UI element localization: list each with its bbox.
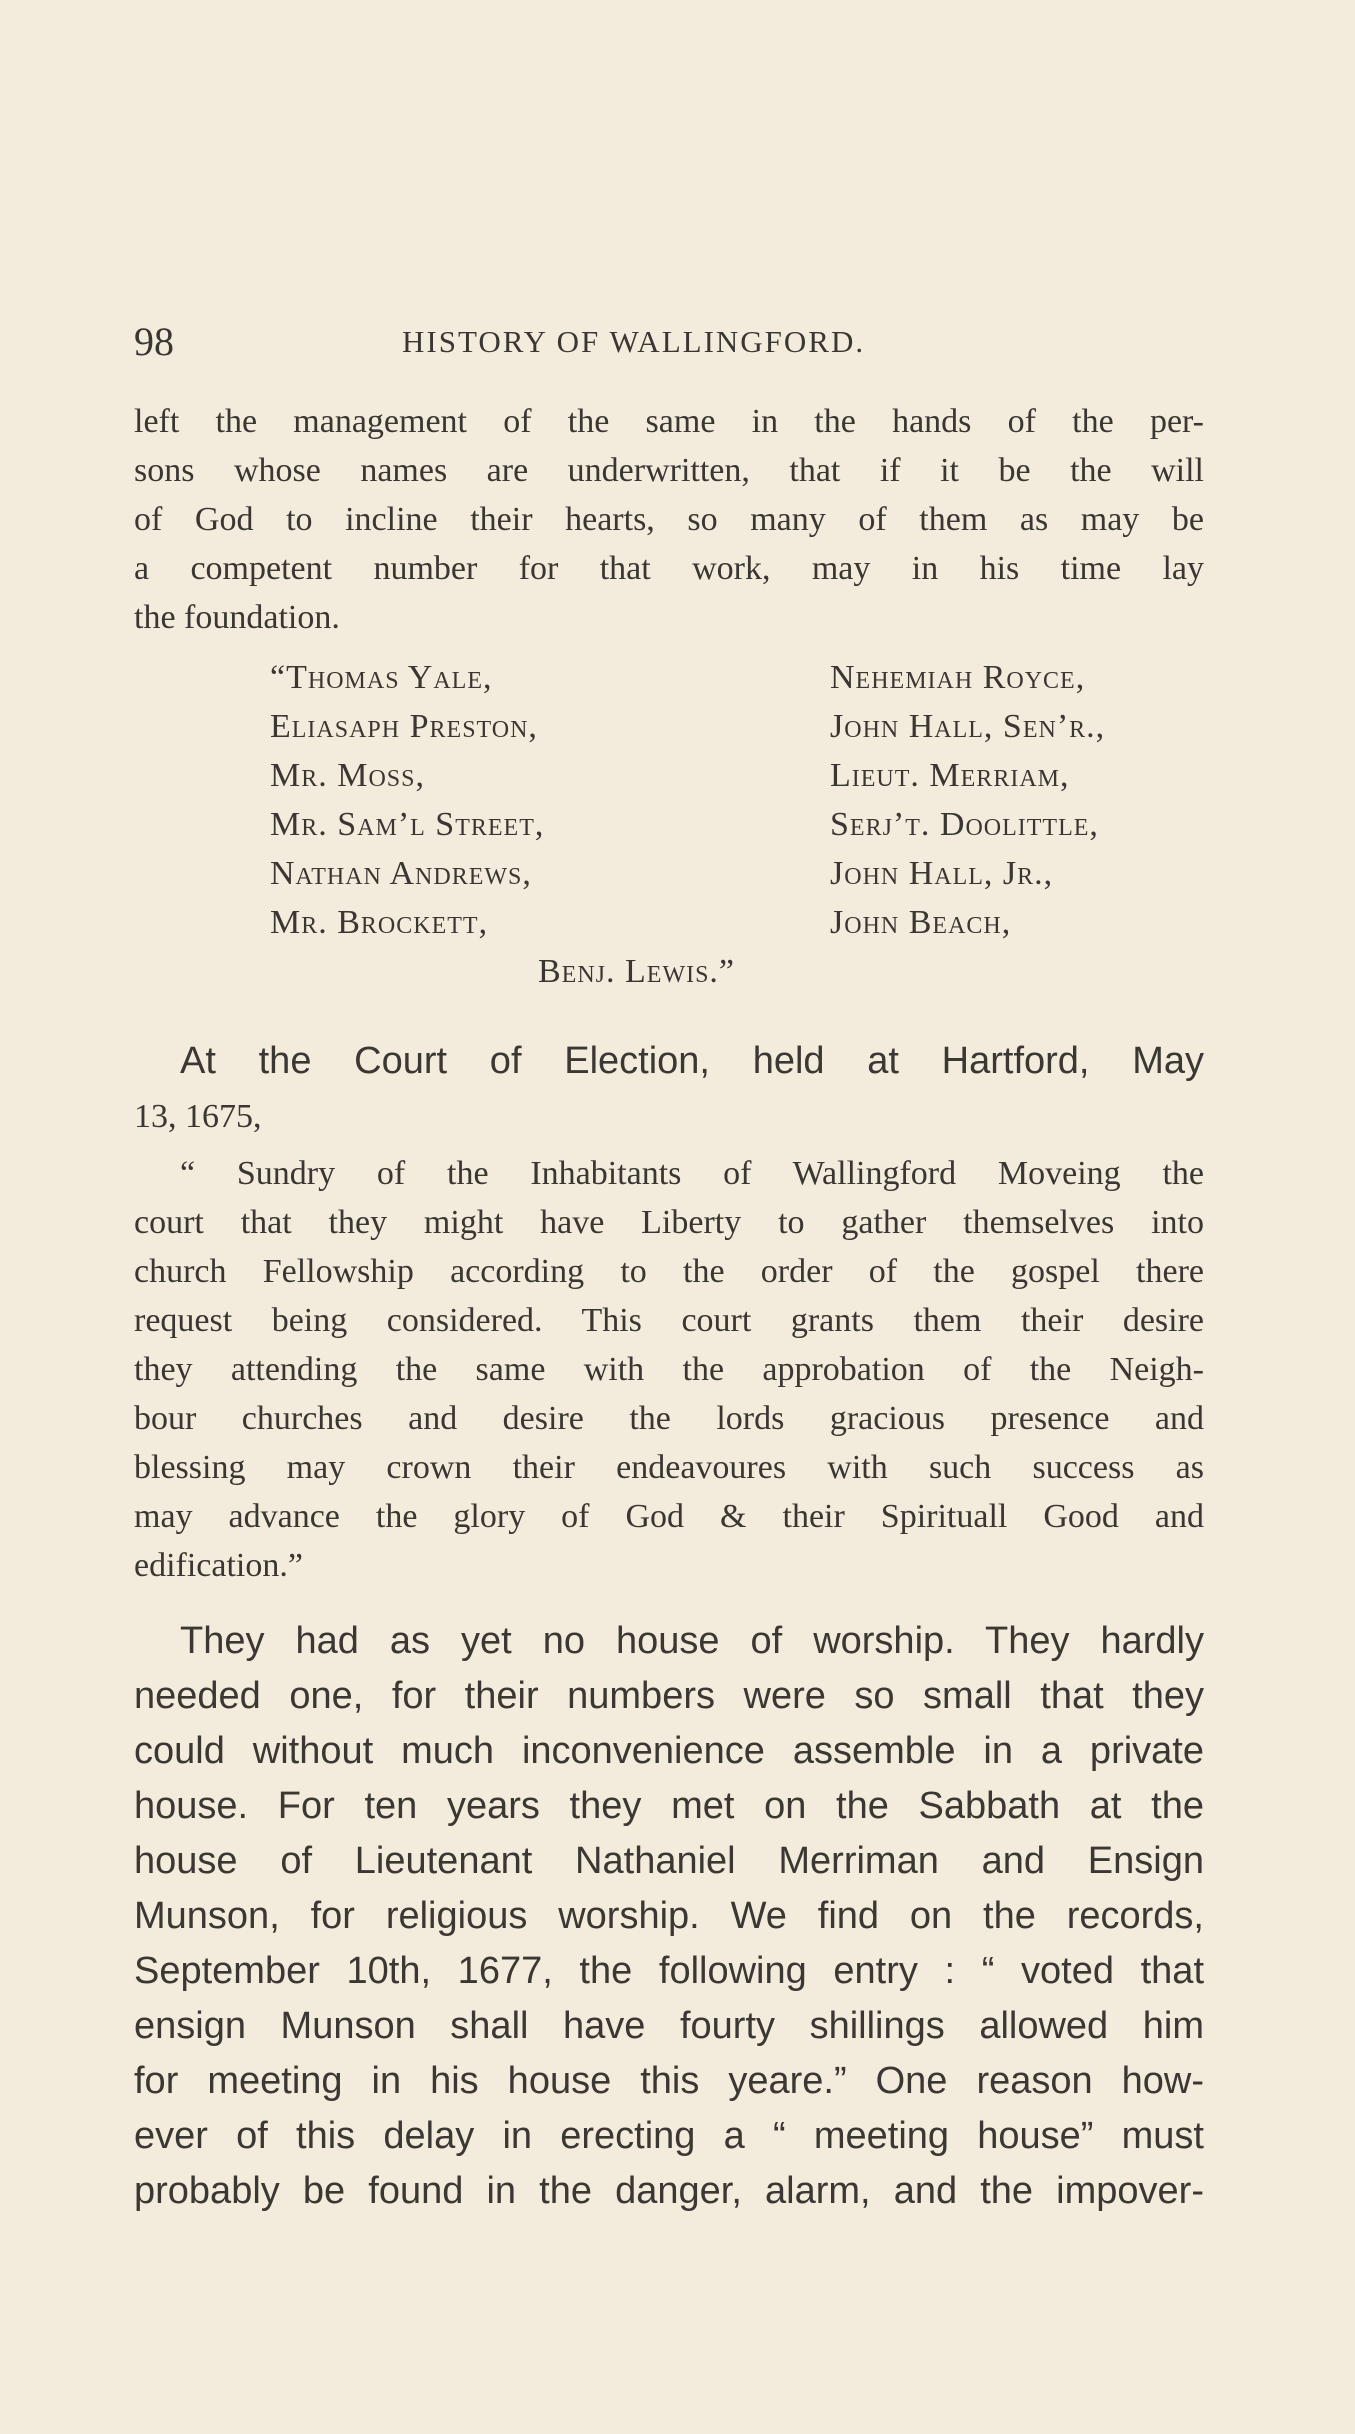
text-line: ever of this delay in erecting a “ meeting house” must (134, 2115, 1204, 2157)
worship-paragraph (134, 1614, 1204, 2219)
text-line: They had as yet no house of worship. They hardly (180, 1620, 1204, 1662)
signatory-name: Mr. Brockett, (270, 904, 489, 941)
text-line: a competent number for that work, may in his time lay (134, 550, 1204, 587)
text-line: they attending the same with the approbation of the Neigh- (134, 1351, 1204, 1388)
text-line: of God to incline their hearts, so many of them as may be (134, 501, 1204, 538)
signatories-left-column (270, 653, 544, 947)
text-line: request being considered. This court grants them their desire (134, 1302, 1204, 1339)
text-line: probably be found in the danger, alarm, and the impover- (134, 2170, 1204, 2212)
quote-paragraph (134, 1149, 1204, 1590)
text-line: could without much inconvenience assemble in a private (134, 1730, 1204, 1772)
signatory-name-final: Benj. Lewis.” (538, 953, 736, 990)
text-line: court that they might have Liberty to gather themselves into (134, 1204, 1204, 1241)
signatory-name: Eliasaph Preston, (270, 708, 538, 745)
text-line: blessing may crown their endeavoures with such success as (134, 1449, 1204, 1486)
text-line: the foundation. (134, 599, 340, 636)
text-line: ensign Munson shall have fourty shillings allowed him (134, 2005, 1204, 2047)
text-line: 13, 1675, (134, 1098, 262, 1135)
opening-paragraph (134, 397, 1204, 642)
text-line: church Fellowship according to the order of the gospel there (134, 1253, 1204, 1290)
court-paragraph (134, 1034, 1204, 1089)
text-line: for meeting in his house this yeare.” One reason how- (134, 2060, 1204, 2102)
signatory-name: “Thomas Yale, (270, 659, 493, 696)
text-line: bour churches and desire the lords gracious presence and (134, 1400, 1204, 1437)
text-line: At the Court of Election, held at Hartford, May (180, 1040, 1204, 1082)
text-line: September 10th, 1677, the following entry : “ voted that (134, 1950, 1204, 1992)
text-line: left the management of the same in the hands of the per- (134, 403, 1204, 440)
signatories-right-column (830, 653, 1105, 947)
signatory-name: Nathan Andrews, (270, 855, 532, 892)
signatory-name: Mr. Sam’l Street, (270, 806, 545, 843)
page-header (134, 312, 1224, 372)
court-date (134, 1092, 1204, 1141)
page-number: 98 (134, 319, 174, 364)
signatory-name: Serj’t. Doolittle, (830, 806, 1099, 843)
signatory-name: John Hall, Sen’r., (830, 708, 1106, 745)
running-head: HISTORY OF WALLINGFORD. (402, 324, 866, 359)
text-line: needed one, for their numbers were so small that they (134, 1675, 1204, 1717)
signatory-name: Lieut. Merriam, (830, 757, 1070, 794)
text-line: edification.” (134, 1547, 303, 1584)
signatories-list (134, 653, 1224, 1013)
text-line: house of Lieutenant Nathaniel Merriman and Ensign (134, 1840, 1204, 1882)
text-line: Munson, for religious worship. We find on the records, (134, 1895, 1204, 1937)
text-line: sons whose names are underwritten, that if it be the will (134, 452, 1204, 489)
signatory-name: Nehemiah Royce, (830, 659, 1086, 696)
signatory-name: John Hall, Jr., (830, 855, 1054, 892)
text-line: house. For ten years they met on the Sabbath at the (134, 1785, 1204, 1827)
signatory-name: John Beach, (830, 904, 1012, 941)
signatory-name: Mr. Moss, (270, 757, 425, 794)
text-line: “ Sundry of the Inhabitants of Wallingford Moveing the (180, 1155, 1204, 1192)
text-line: may advance the glory of God & their Spirituall Good and (134, 1498, 1204, 1535)
